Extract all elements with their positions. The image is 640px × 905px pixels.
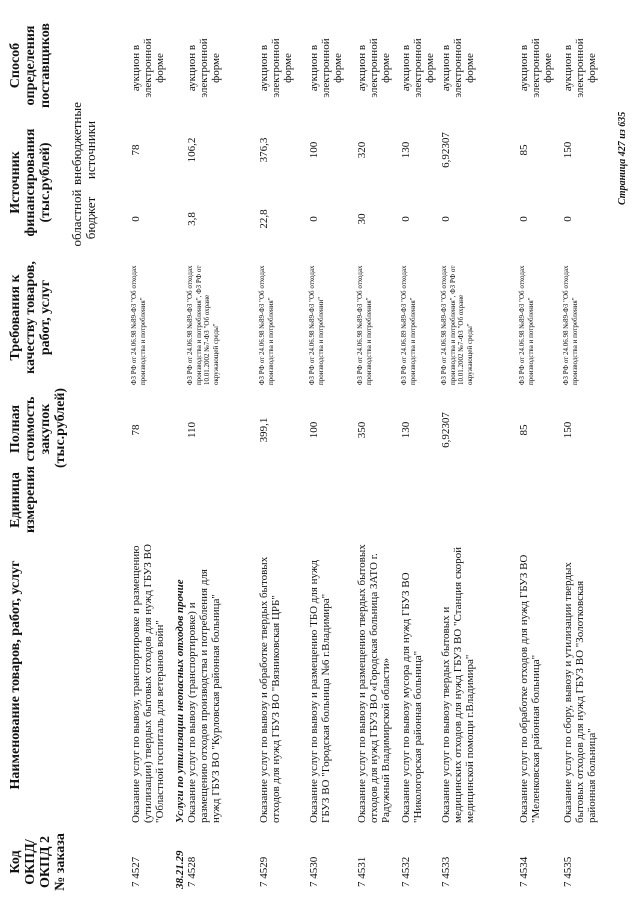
row-method: аукцион в электронной форме <box>562 38 598 98</box>
header-financing-regional: областной бюджет <box>69 189 98 247</box>
row-regional: 0 <box>400 216 412 222</box>
row-requirements: ФЗ РФ от 24.06.98 №89-ФЗ "Об отходах производства и потребления" <box>562 265 579 385</box>
row-name: Оказание услуг по вывозу и размещению ТБО для нужд ГБУЗ ВО "Городская больница №6 г.Владимира" <box>308 559 332 823</box>
row-regional: 0 <box>130 216 142 222</box>
row-cost: 85 <box>518 424 530 436</box>
row-cost: 130 <box>400 421 412 439</box>
row-regional: 30 <box>356 213 368 225</box>
row-method: аукцион в электронной форме <box>356 38 392 98</box>
row-method: аукцион в электронной форме <box>518 38 554 98</box>
row-name: Оказание услуг по вывозу, транспортировке и размещению (утилизации) твердых бытовых отходов для нужд ГБУЗ ВО "Областной госпиталь для ветеранов войн" <box>130 544 166 823</box>
header-requirements: Требования к качеству товаров, работ, услуг <box>8 261 53 374</box>
row-name: Оказание услуг по вывозу и обработке твердых бытовых отходов для нужд ГБУЗ ВО "Вязниковская ЦРБ" <box>258 556 282 823</box>
section-title: Услуги по утилизации неопасных отходов прочие <box>174 579 186 823</box>
row-external: 376,3 <box>258 137 270 163</box>
row-method: аукцион в электронной форме <box>130 38 166 98</box>
row-requirements: ФЗ РФ от 24.06.98 №89-ФЗ "Об отходах производства и потребления" <box>130 265 147 385</box>
row-cost: 399,1 <box>258 417 270 443</box>
row-requirements: ФЗ РФ от 24.06.98 №89-ФЗ "Об отходах производства и потребления" <box>258 265 275 385</box>
row-name: Оказание услуг по вывозу и размещению твердых бытовых отходов для нужд ГБУЗ ВО «Городская больница ЗАТО г. Радужный Владимирской области» <box>356 544 392 823</box>
row-external: 78 <box>130 144 142 156</box>
row-code: 7 4529 <box>258 856 270 887</box>
header-method: Способ определения поставщиков <box>8 23 53 108</box>
row-requirements: ФЗ РФ от 24.06.98 №89-ФЗ "Об отходах производства и потребления" <box>518 265 535 385</box>
section-code: 38.21.29 <box>174 850 186 889</box>
row-regional: 0 <box>440 216 452 222</box>
row-name: Оказание услуг по вывозу твердых бытовых и медицинских отходов для нужд ГБУЗ ВО "Станция скорой медицинской помощи г.Владимира" <box>440 546 476 823</box>
row-name: Оказание услуг по вывозу (транспортировке) и размещению отходов производства и потребления для нужд ГБУЗ ВО "Курловская районная больница" <box>186 569 222 823</box>
header-financing: Источник финансирования (тыс.рублей) <box>8 128 53 237</box>
row-method: аукцион в электронной форме <box>308 38 344 98</box>
row-code: 7 4532 <box>400 856 412 887</box>
row-cost: 150 <box>562 421 574 439</box>
row-requirements: ФЗ РФ от 24.06.89 №89-ФЗ "Об отходах производства и потребления" <box>400 265 417 385</box>
row-external: 320 <box>356 141 368 159</box>
row-name: Оказание услуг по обработке отходов для нужд ГБУЗ ВО "Меленковская районная больница" <box>518 554 542 823</box>
row-requirements: ФЗ РФ от 24.06.98 №89-ФЗ "Об отходах производства и потребления", ФЗ РФ от 10.01.2002 №7-ФЗ "Об охране окружающей среды" <box>440 265 474 385</box>
header-code: Код ОКПД/ ОКПД 2 № заказа <box>8 833 68 891</box>
row-cost: 78 <box>130 424 142 436</box>
row-code: 7 4533 <box>440 856 452 887</box>
row-external: 85 <box>518 144 530 156</box>
row-code: 7 4535 <box>562 856 574 887</box>
row-external: 6,92307 <box>440 132 452 168</box>
row-regional: 22,8 <box>258 209 270 229</box>
row-external: 130 <box>400 141 412 159</box>
row-requirements: ФЗ РФ от 24.06.98 №89-ФЗ "Об отходах производства и потребления", ФЗ РФ от 10.01.2002 №7-ФЗ "Об охране окружающей среды" <box>186 265 220 385</box>
header-name: Наименование товаров, работ, услуг <box>8 560 23 790</box>
row-regional: 0 <box>308 216 320 222</box>
row-regional: 0 <box>562 216 574 222</box>
row-code: 7 4527 <box>130 856 142 887</box>
row-cost: 350 <box>356 421 368 439</box>
row-external: 150 <box>562 141 574 159</box>
header-financing-external: внебюджетные источники <box>69 102 98 185</box>
row-method: аукцион в электронной форме <box>400 38 436 98</box>
row-cost: 110 <box>186 421 198 439</box>
row-regional: 0 <box>518 216 530 222</box>
row-external: 106,2 <box>186 137 198 163</box>
row-external: 100 <box>308 141 320 159</box>
row-code: 7 4530 <box>308 856 320 887</box>
row-cost: 6,92307 <box>440 412 452 448</box>
page-number: Страница 427 из 635 <box>617 111 628 205</box>
row-method: аукцион в электронной форме <box>258 38 294 98</box>
row-name: Оказание услуг по вывозу мусора для нужд ГБУЗ ВО "Никологорская районная больница" <box>400 572 424 823</box>
row-requirements: ФЗ РФ от 24.06.98 №89-ФЗ "Об отходах производства и потребления" <box>356 265 373 385</box>
row-requirements: ФЗ РФ от 24.06.98 №89-ФЗ "Об отходах производства и потреблении" <box>308 265 325 385</box>
row-cost: 100 <box>308 421 320 439</box>
header-unit: Единица измерения <box>8 466 38 533</box>
row-method: аукцион в электронной форме <box>186 38 222 98</box>
header-cost: Полная стоимость закупок (тыс.рублей) <box>8 387 68 468</box>
row-code: 7 4534 <box>518 856 530 887</box>
row-method: аукцион в электронной форме <box>440 38 476 98</box>
row-regional: 3,8 <box>186 212 198 226</box>
row-code: 7 4528 <box>186 856 198 887</box>
row-name: Оказание услуг по сбору, вывозу и утилизации твердых бытовых отходов для нужд ГБУЗ ВО "Золотковская районная больница" <box>562 562 598 823</box>
row-code: 7 4531 <box>356 856 368 887</box>
